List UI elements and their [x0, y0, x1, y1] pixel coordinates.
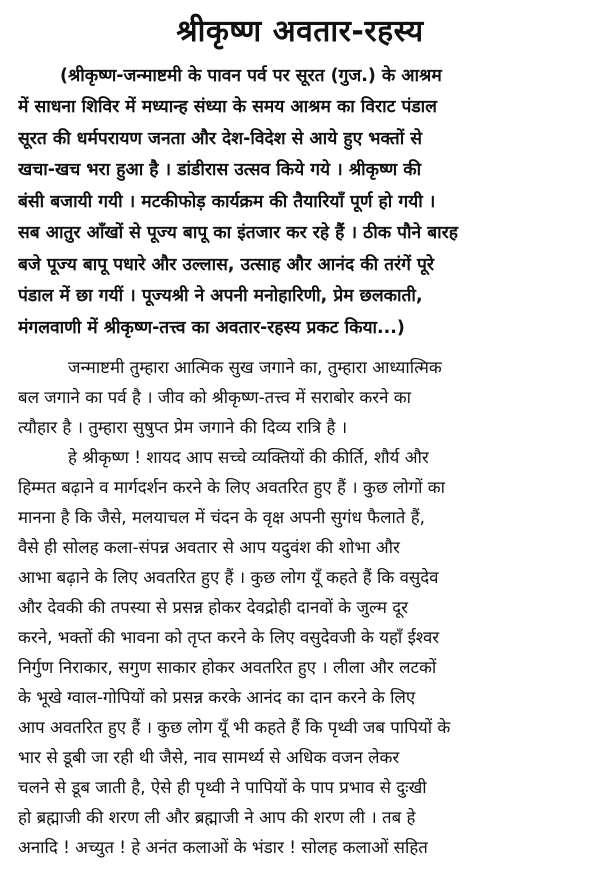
intro-line: पंडाल में छा गयीं । पूज्यश्री ने अपनी मनोहारिणी, प्रेम छलकाती,: [18, 286, 423, 306]
body-line: बल जगाने का पर्व है । जीव को श्रीकृष्ण-तत्त्व में सराबोर करने का: [18, 387, 412, 407]
body-line: मानना है कि जैसे, मलयाचल में चंदन के वृक्ष अपनी सुगंध फैलाते हैं,: [18, 507, 425, 527]
intro-line: (श्रीकृष्ण-जन्माष्टमी के पावन पर्व पर सूरत (गुज.) के आश्रम: [60, 66, 442, 86]
page-title: श्रीकृष्ण अवतार-रहस्य: [176, 14, 424, 49]
intro-line: बंसी बजायी गयी । मटकीफोड़ कार्यक्रम की तैयारियाँ पूर्ण हो गयी ।: [18, 192, 436, 212]
intro-line: खचा-खच भरा हुआ है । डांडीरास उत्सव किये गये । श्रीकृष्ण की: [18, 160, 422, 180]
body-line: निर्गुण निराकार, सगुण साकार होकर अवतरित हुए । लीला और लटकों: [18, 657, 437, 677]
intro-line: सूरत की धर्मपरायण जनता और देश-विदेश से आये हुए भक्तों से: [18, 129, 423, 149]
body-line: हे श्रीकृष्ण ! शायद आप सच्चे व्यक्तियों की कीर्ति, शौर्य और: [68, 447, 429, 467]
body-line: हो ब्रह्माजी की शरण ली और ब्रह्माजी ने आप की शरण ली । तब हे: [18, 807, 416, 827]
body-line: जन्माष्टमी तुम्हारा आत्मिक सुख जगाने का, तुम्हारा आध्यात्मिक: [68, 357, 442, 377]
body-line: त्यौहार है । तुम्हारा सुषुप्त प्रेम जगाने की दिव्य रात्रि है ।: [18, 417, 348, 437]
body-line: हिम्मत बढ़ाने व मार्गदर्शन करने के लिए अवतरित हुए हैं । कुछ लोगों का: [18, 477, 446, 497]
body-line: वैसे ही सोलह कला-संपन्न अवतार से आप यदुवंश की शोभा और: [18, 537, 400, 557]
intro-line: सब आतुर आँखों से पूज्य बापू का इंतजार कर रहे हैं । ठीक पौने बारह: [18, 223, 458, 243]
body-line: भार से डूबी जा रही थी जैसे, नाव सामर्थ्य से अधिक वजन लेकर: [18, 747, 400, 767]
intro-line: में साधना शिविर में मध्यान्ह संध्या के समय आश्रम का विराट पंडाल: [18, 97, 437, 117]
body-line: और देवकी की तपस्या से प्रसन्न होकर देवद्रोही दानवों के जुल्म दूर: [18, 597, 408, 617]
body-line: के भूखे ग्वाल-गोपियों को प्रसन्न करके आनंद का दान करने के लिए: [18, 687, 416, 707]
intro-line: बजे पूज्य बापू पधारे और उल्लास, उत्साह और आनंद की तरंगें पूरे: [18, 255, 435, 275]
body-line: आप अवतरित हुए हैं । कुछ लोग यूँ भी कहते हैं कि पृथ्वी जब पापियों के: [18, 717, 451, 737]
body-line: आभा बढ़ाने के लिए अवतरित हुए हैं । कुछ लोग यूँ कहते हैं कि वसुदेव: [18, 567, 439, 587]
intro-line: मंगलवाणी में श्रीकृष्ण-तत्त्व का अवतार-रहस्य प्रकट किया...): [18, 318, 405, 338]
body-line: अनादि ! अच्युत ! हे अनंत कलाओं के भंडार ! सोलह कलाओं सहित: [18, 837, 428, 857]
body-line: करने, भक्तों की भावना को तृप्त करने के लिए वसुदेवजी के यहाँ ईश्वर: [18, 627, 440, 647]
body-line: चलने से डूब जाती है, ऐसे ही पृथ्वी ने पापियों के पाप प्रभाव से दुःखी: [18, 777, 427, 797]
